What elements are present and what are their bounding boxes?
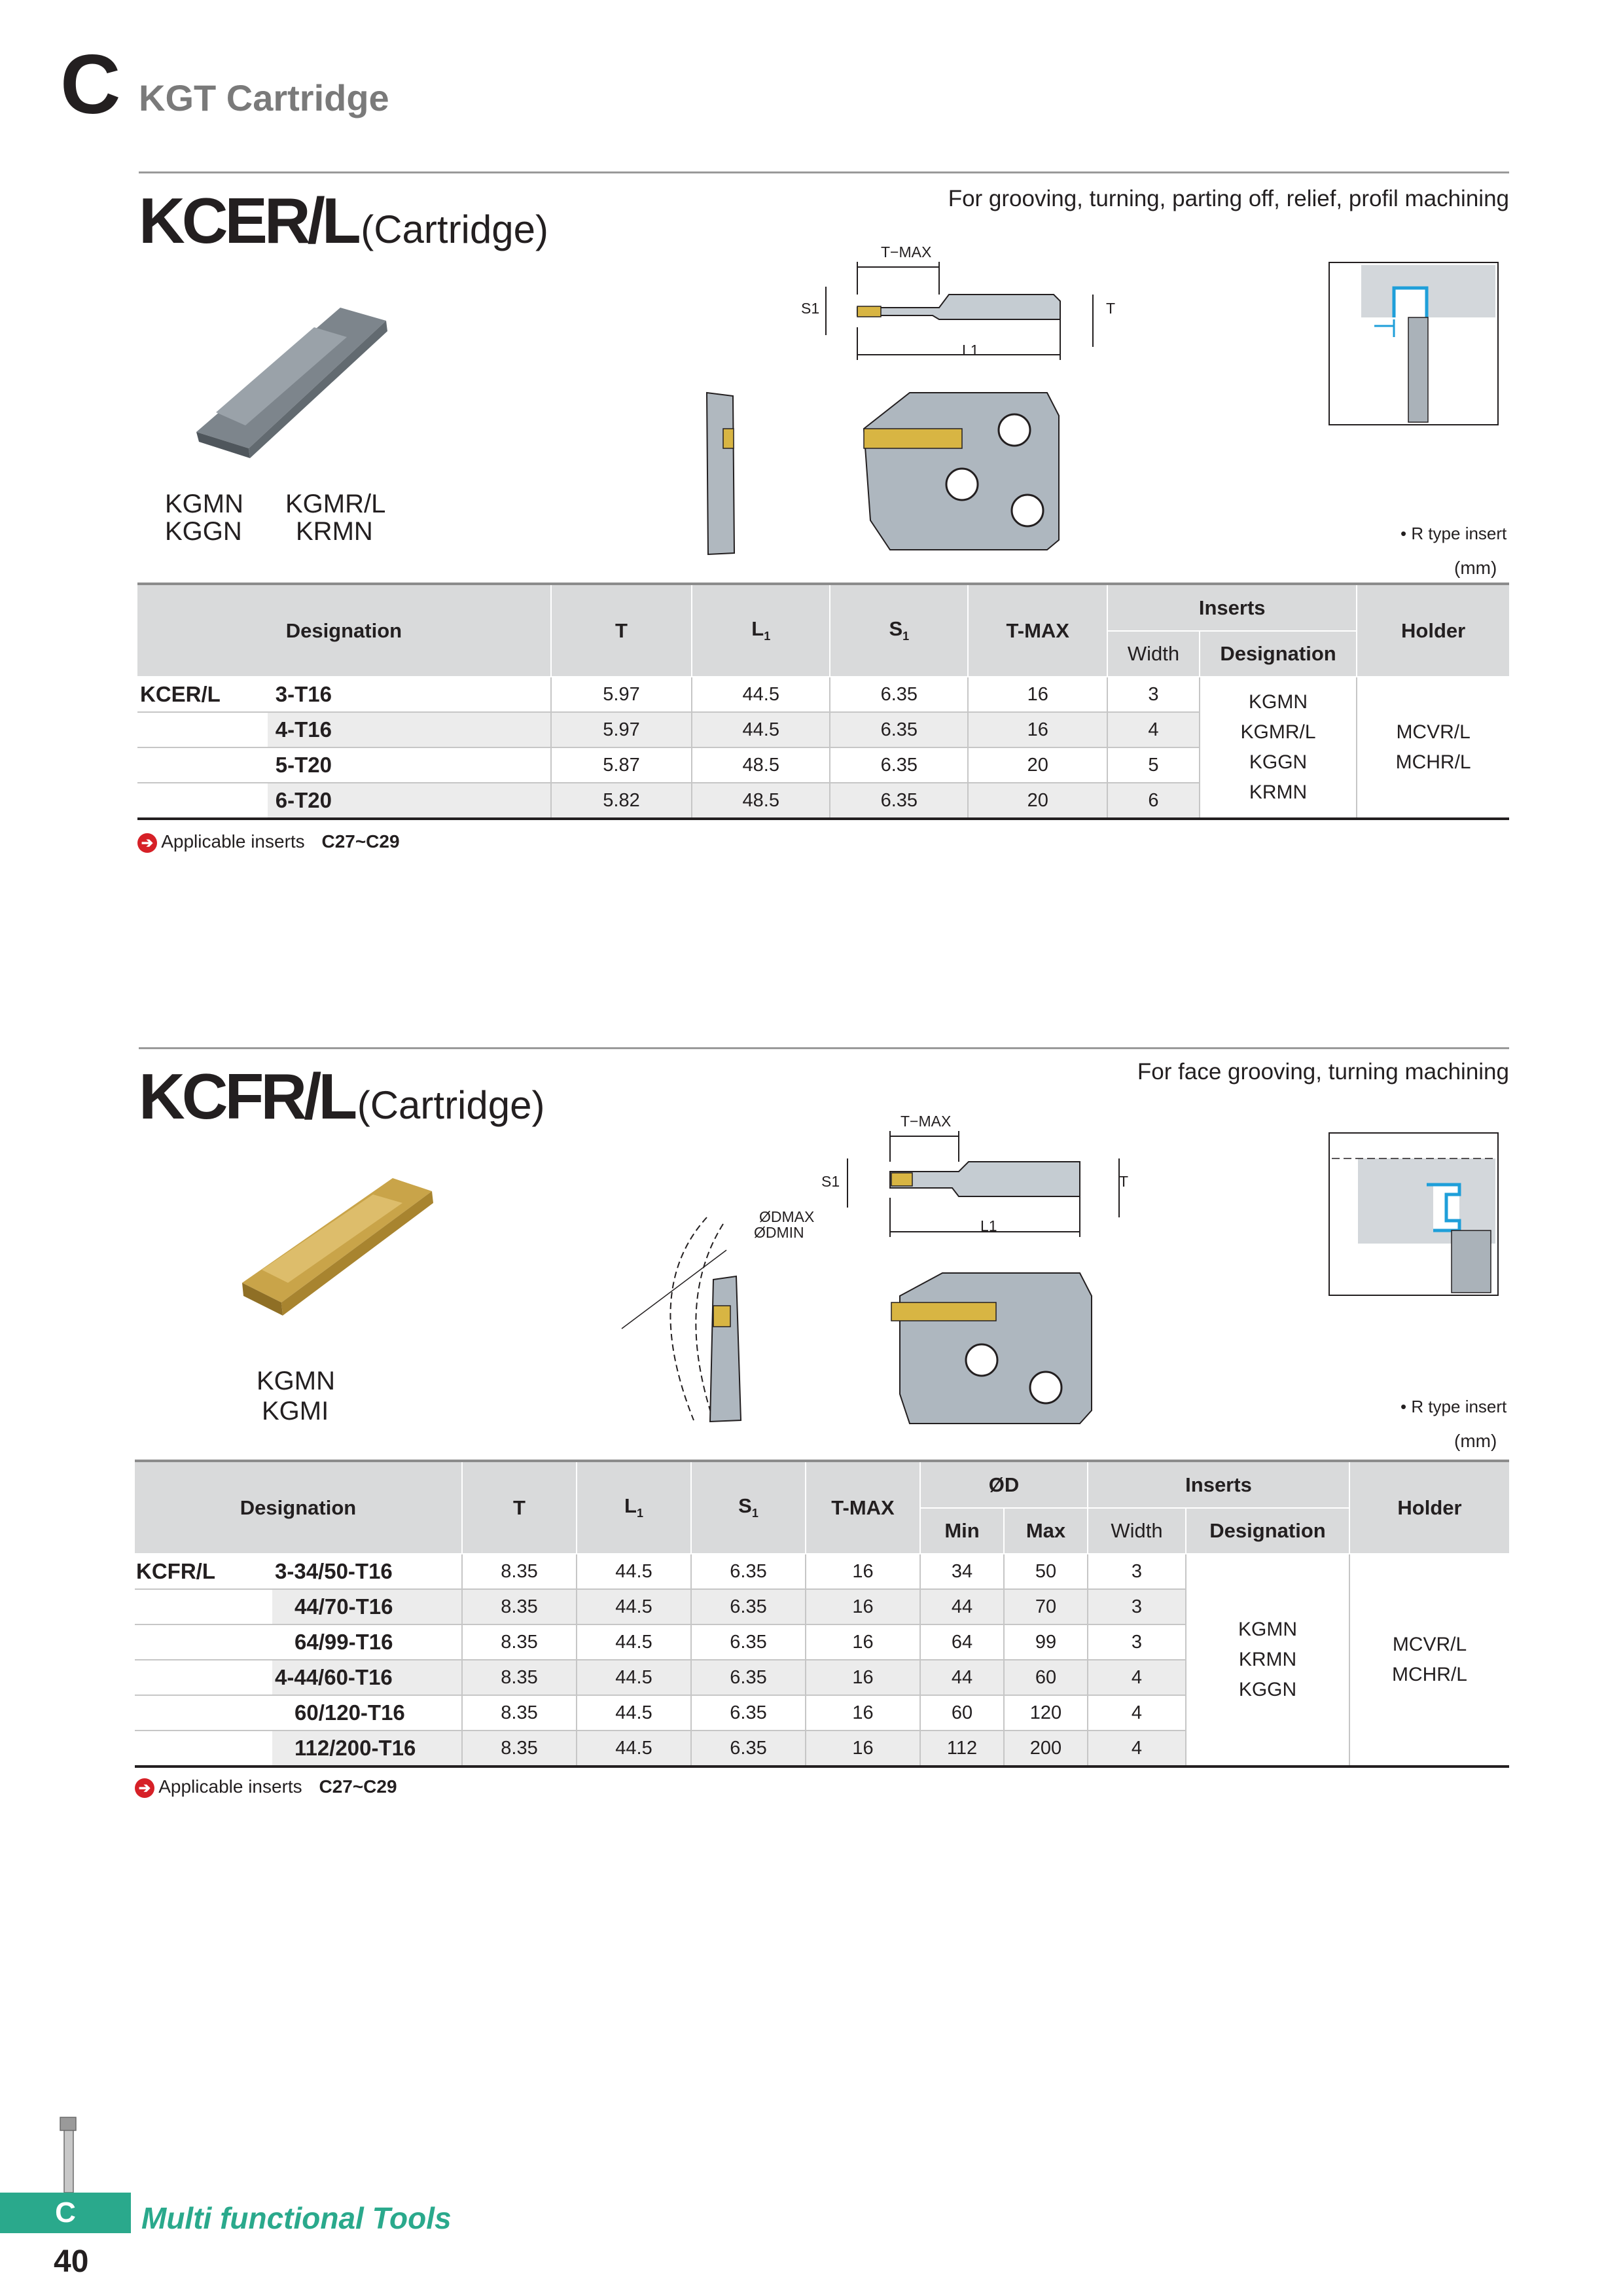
col-l1: $L_1$ (692, 584, 830, 677)
cell-t: 8.35 (462, 1731, 577, 1767)
col-od: ØD (920, 1461, 1088, 1508)
col-inserts: Inserts (1088, 1461, 1349, 1508)
insert-label: KGMI (262, 1397, 329, 1426)
col-insert-designation: Designation (1200, 631, 1357, 677)
table-row (135, 1554, 1509, 1589)
insert-designation-list (1200, 677, 1357, 819)
cell-max: 60 (1004, 1660, 1088, 1695)
insert-photo (236, 1172, 445, 1322)
product-subtitle: (Cartridge) (361, 207, 548, 251)
section-tab: C (0, 2193, 131, 2233)
series-label: KCFR/L (135, 1554, 272, 1589)
col-s1: $S_1$ (691, 1461, 806, 1554)
cell-width: 3 (1088, 1624, 1186, 1660)
series-blank (137, 712, 268, 747)
cell-width: 6 (1107, 783, 1200, 819)
cell-min: 64 (920, 1624, 1004, 1660)
applicable-ref: C27~C29 (319, 1776, 397, 1797)
product-subtitle: (Cartridge) (357, 1083, 545, 1127)
dim-label-t: T (1106, 300, 1116, 317)
series-blank (135, 1624, 272, 1660)
tool-icon (55, 2114, 81, 2193)
cell-tmax: 16 (806, 1554, 920, 1589)
series-blank (135, 1695, 272, 1731)
cell-tmax: 16 (806, 1624, 920, 1660)
section-divider (139, 171, 1509, 173)
cell-t: 8.35 (462, 1589, 577, 1624)
cell-min: 44 (920, 1589, 1004, 1624)
dim-label-tmax: T−MAX (901, 1113, 952, 1130)
col-tmax: T-MAX (968, 584, 1107, 677)
col-tmax: T-MAX (806, 1461, 920, 1554)
insert-label: KGMN (257, 1367, 335, 1395)
holder: MCVR/L (1392, 1634, 1467, 1655)
cell-t: 8.35 (462, 1624, 577, 1660)
cell-l1: 44.5 (577, 1695, 691, 1731)
insert-designation-list (1186, 1554, 1349, 1767)
insert-designation: KGGN (1238, 1679, 1297, 1700)
cell-max: 200 (1004, 1731, 1088, 1767)
insert-designation: KGMN (1249, 691, 1308, 713)
dim-label-s1: S1 (821, 1173, 840, 1190)
cartridge-side-view (700, 389, 740, 560)
col-insert-designation: Designation (1186, 1508, 1349, 1554)
row-designation (272, 1660, 462, 1695)
insert-designation: KRMN (1238, 1649, 1297, 1670)
cell-width: 3 (1088, 1589, 1186, 1624)
unit-label: (mm) (1454, 558, 1497, 578)
cell-l1: 48.5 (692, 747, 830, 783)
cell-t: 8.35 (462, 1554, 577, 1589)
col-holder: Holder (1349, 1461, 1509, 1554)
cell-tmax: 20 (968, 783, 1107, 819)
insert-label: KGGN (165, 517, 242, 546)
dim-label-l1: L1 (980, 1217, 997, 1234)
insert-designation: KRMN (1249, 781, 1308, 803)
cell-t: 5.97 (551, 677, 692, 712)
product-name: KCFR/L (139, 1060, 355, 1132)
cell-tmax: 16 (806, 1660, 920, 1695)
row-code: 60/120-T16 (294, 1700, 405, 1725)
applicable-inserts[interactable] (137, 831, 400, 853)
series-blank (135, 1589, 272, 1624)
unit-label: (mm) (1454, 1431, 1497, 1451)
insert-label: KGMN (165, 490, 243, 518)
cell-tmax: 16 (968, 677, 1107, 712)
cell-min: 44 (920, 1660, 1004, 1695)
cell-max: 99 (1004, 1624, 1088, 1660)
dim-label-dmin: ØDMIN (754, 1224, 804, 1241)
row-designation (272, 1554, 462, 1589)
col-inserts: Inserts (1107, 584, 1357, 631)
col-holder: Holder (1357, 584, 1509, 677)
spec-table (135, 1460, 1509, 1768)
holder-list (1357, 677, 1509, 819)
row-prefix: 3- (275, 1559, 294, 1583)
applicable-label: Applicable inserts (161, 831, 305, 852)
col-max: Max (1004, 1508, 1088, 1554)
cell-min: 112 (920, 1731, 1004, 1767)
row-code: 34/50-T16 (294, 1559, 393, 1583)
cell-width: 3 (1088, 1554, 1186, 1589)
row-designation: 5-T20 (268, 747, 551, 783)
cell-l1: 44.5 (577, 1554, 691, 1589)
col-designation: Designation (135, 1461, 462, 1554)
insert-designation: KGMR/L (1240, 721, 1316, 743)
cell-l1: 44.5 (577, 1589, 691, 1624)
cell-s1: 6.35 (691, 1554, 806, 1589)
cell-s1: 6.35 (830, 712, 968, 747)
applicable-label: Applicable inserts (158, 1776, 302, 1797)
cell-tmax: 16 (806, 1589, 920, 1624)
applicable-inserts[interactable] (135, 1776, 397, 1798)
row-code: 44/60-T16 (294, 1665, 393, 1689)
cell-s1: 6.35 (691, 1624, 806, 1660)
row-code: 112/200-T16 (294, 1736, 416, 1760)
row-designation (272, 1589, 462, 1624)
section-title: KGT Cartridge (139, 77, 389, 118)
arrow-circle-icon: ➔ (137, 833, 157, 853)
series-label: KCER/L (137, 677, 268, 712)
cell-l1: 44.5 (577, 1624, 691, 1660)
cell-s1: 6.35 (830, 747, 968, 783)
insert-designation: KGMN (1238, 1619, 1297, 1640)
row-code: 44/70-T16 (294, 1594, 393, 1619)
cell-s1: 6.35 (691, 1731, 806, 1767)
product-description: For grooving, turning, parting off, relief, profil machining (948, 186, 1509, 211)
r-type-note: • R type insert (1400, 1397, 1507, 1416)
cartridge-front-view (883, 1270, 1093, 1427)
cell-max: 120 (1004, 1695, 1088, 1731)
cell-width: 3 (1107, 677, 1200, 712)
holder: MCHR/L (1395, 751, 1471, 773)
cell-s1: 6.35 (691, 1660, 806, 1695)
col-s1: $S_1$ (830, 584, 968, 677)
cell-t: 5.97 (551, 712, 692, 747)
row-prefix: 4- (275, 1665, 294, 1689)
row-designation: 6-T20 (268, 783, 551, 819)
cell-min: 60 (920, 1695, 1004, 1731)
cell-max: 70 (1004, 1589, 1088, 1624)
insert-photo (190, 301, 399, 471)
product-heading (139, 185, 548, 257)
dim-label-s1: S1 (801, 300, 820, 317)
cell-width: 4 (1088, 1695, 1186, 1731)
cell-l1: 44.5 (692, 677, 830, 712)
cell-min: 34 (920, 1554, 1004, 1589)
col-designation: Designation (137, 584, 551, 677)
holder: MCHR/L (1391, 1664, 1467, 1685)
insert-label: KRMN (296, 517, 373, 546)
col-width: Width (1088, 1508, 1186, 1554)
cell-s1: 6.35 (830, 677, 968, 712)
col-t: T (551, 584, 692, 677)
cell-width: 4 (1088, 1660, 1186, 1695)
row-designation (272, 1695, 462, 1731)
cell-max: 50 (1004, 1554, 1088, 1589)
row-designation (272, 1624, 462, 1660)
cell-tmax: 20 (968, 747, 1107, 783)
insert-label: KGMR/L (285, 490, 386, 518)
cell-l1: 48.5 (692, 783, 830, 819)
cell-t: 5.82 (551, 783, 692, 819)
dim-label-dmax: ØDMAX (759, 1208, 815, 1225)
dim-label-tmax: T−MAX (881, 243, 932, 260)
cell-s1: 6.35 (691, 1589, 806, 1624)
spec-table (137, 583, 1509, 820)
cell-t: 5.87 (551, 747, 692, 783)
application-icon (1329, 1132, 1499, 1296)
cell-tmax: 16 (968, 712, 1107, 747)
col-width: Width (1107, 631, 1200, 677)
series-blank (137, 747, 268, 783)
series-blank (137, 783, 268, 819)
cell-width: 4 (1088, 1731, 1186, 1767)
row-code: 64/99-T16 (294, 1630, 393, 1654)
product-description: For face grooving, turning machining (1137, 1059, 1509, 1085)
holder-list (1349, 1554, 1509, 1767)
holder: MCVR/L (1396, 721, 1471, 743)
cell-tmax: 16 (806, 1731, 920, 1767)
series-blank (135, 1731, 272, 1767)
col-t: T (462, 1461, 577, 1554)
cell-s1: 6.35 (830, 783, 968, 819)
insert-designation: KGGN (1249, 751, 1308, 773)
col-min: Min (920, 1508, 1004, 1554)
cell-width: 4 (1107, 712, 1200, 747)
cell-t: 8.35 (462, 1695, 577, 1731)
r-type-note: • R type insert (1400, 524, 1507, 543)
face-groove-view (615, 1211, 785, 1427)
cell-tmax: 16 (806, 1695, 920, 1731)
application-icon (1329, 262, 1499, 425)
arrow-circle-icon: ➔ (135, 1778, 154, 1798)
cell-l1: 44.5 (577, 1731, 691, 1767)
series-blank (135, 1660, 272, 1695)
section-divider (139, 1047, 1509, 1049)
applicable-ref: C27~C29 (321, 831, 400, 852)
footer-title: Multi functional Tools (141, 2201, 452, 2235)
cell-t: 8.35 (462, 1660, 577, 1695)
page-number: 40 (54, 2244, 89, 2279)
cell-l1: 44.5 (692, 712, 830, 747)
cell-l1: 44.5 (577, 1660, 691, 1695)
section-letter: C (60, 38, 121, 132)
cell-width: 5 (1107, 747, 1200, 783)
row-designation (272, 1731, 462, 1767)
product-name: KCER/L (139, 185, 358, 257)
dim-label-t: T (1119, 1173, 1129, 1190)
row-designation: 3-T16 (268, 677, 551, 712)
dim-label-l1: L1 (962, 342, 979, 359)
cell-s1: 6.35 (691, 1695, 806, 1731)
cartridge-front-view (851, 389, 1060, 553)
col-l1: $L_1$ (577, 1461, 691, 1554)
table-row (137, 677, 1509, 712)
product-heading (139, 1060, 545, 1132)
row-designation: 4-T16 (268, 712, 551, 747)
